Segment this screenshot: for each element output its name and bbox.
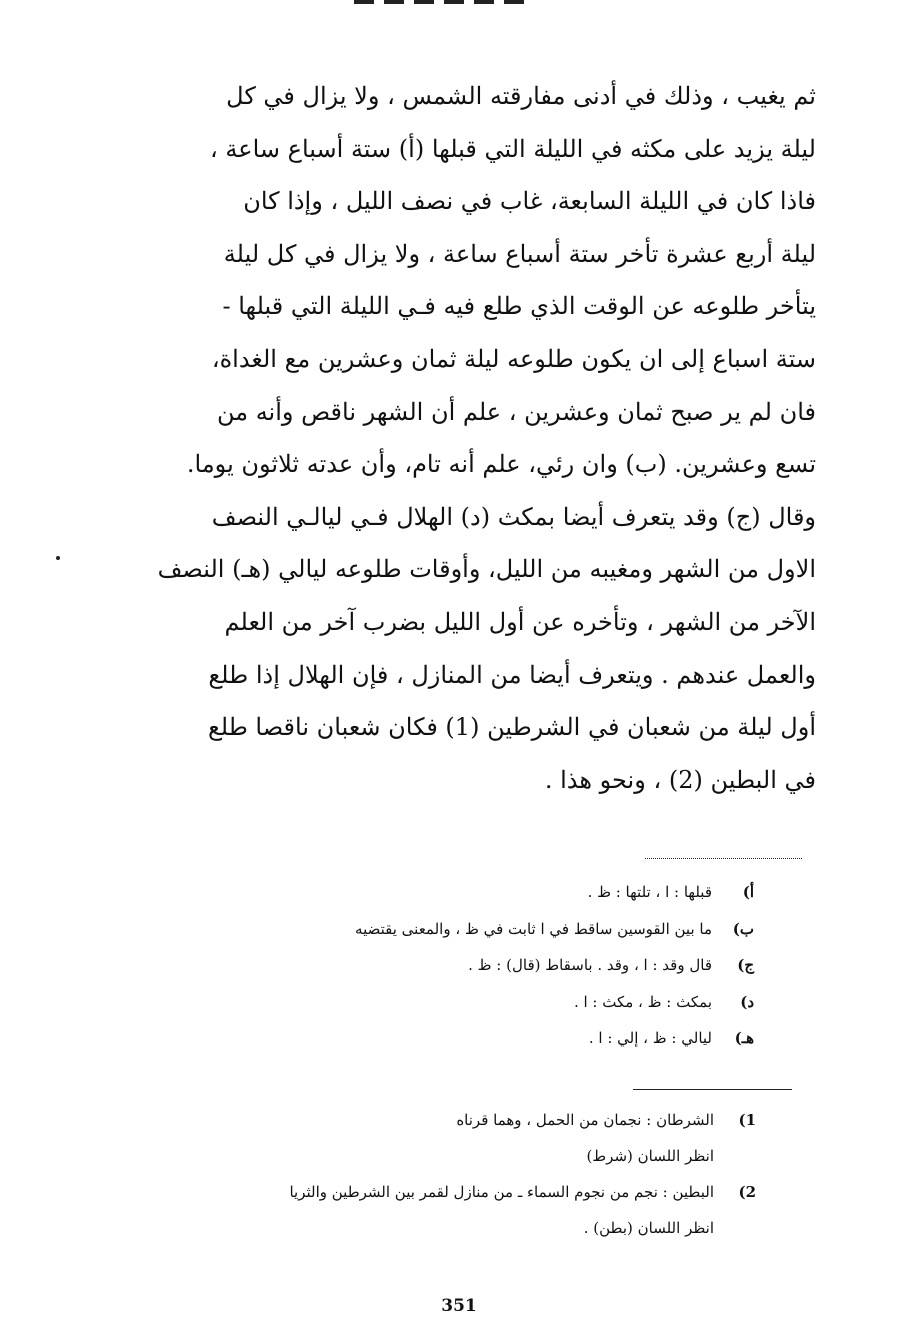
note-marker: هـ) bbox=[734, 1029, 754, 1047]
explanatory-note-continuation bbox=[289, 1210, 756, 1246]
note-text: انظر اللسان (شرط) bbox=[586, 1147, 714, 1165]
text-line: الاول من الشهر ومغيبه من الليل، وأوقات طلوعه ليالي (هـ) النصف bbox=[157, 555, 816, 584]
main-text-block bbox=[157, 70, 816, 806]
note-marker: أ) bbox=[742, 883, 754, 901]
variant-notes bbox=[355, 874, 754, 1057]
text-line: فاذا كان في الليلة السابعة، غاب في نصف الليل ، وإذا كان bbox=[243, 187, 816, 216]
margin-dot bbox=[56, 556, 60, 560]
text-line: والعمل عندهم . ويتعرف أيضا من المنازل ، فإن الهلال إذا طلع bbox=[208, 660, 816, 689]
text-line: الآخر من الشهر ، وتأخره عن أول الليل بضرب آخر من العلم bbox=[224, 607, 816, 636]
note-text: الشرطان : نجمان من الحمل ، وهما قرناه bbox=[456, 1111, 714, 1129]
variant-note bbox=[355, 1020, 754, 1057]
text-line: ليلة يزيد على مكثه في الليلة التي قبلها (أ) ستة أسباع ساعة ، bbox=[210, 134, 816, 163]
explanatory-note-continuation bbox=[289, 1138, 756, 1174]
top-edge-marks bbox=[354, 0, 534, 4]
explanatory-notes bbox=[289, 1102, 756, 1246]
note-text: قبلها : ا ، تلتها : ظ . bbox=[587, 883, 712, 901]
text-line: وقال (ج) وقد يتعرف أيضا بمكث (د) الهلال فـي ليالـي النصف bbox=[211, 502, 816, 531]
text-line: في البطين (2) ، ونحو هذا . bbox=[544, 765, 816, 794]
footnote-separator-variants bbox=[645, 858, 802, 859]
variant-note bbox=[355, 874, 754, 911]
variant-note bbox=[355, 947, 754, 984]
text-line: أول ليلة من شعبان في الشرطين (1) فكان شعبان ناقصا طلع bbox=[207, 713, 816, 742]
text-line: ستة اسباع إلى ان يكون طلوعه ليلة ثمان وعشرين مع الغداة، bbox=[211, 344, 816, 373]
note-text: قال وقد : ا ، وقد . باسقاط (قال) : ظ . bbox=[468, 956, 712, 974]
footnote-separator-explanatory bbox=[633, 1089, 792, 1090]
text-line: تسع وعشرين. (ب) وان رئي، علم أنه تام، وأن عدته ثلاثون يوما. bbox=[186, 450, 816, 479]
note-text: انظر اللسان (بطن) . bbox=[583, 1219, 714, 1237]
text-line: فان لم ير صبح ثمان وعشرين ، علم أن الشهر ناقص وأنه من bbox=[216, 397, 816, 426]
text-line: ليلة أربع عشرة تأخر ستة أسباع ساعة ، ولا يزال في كل ليلة bbox=[223, 239, 816, 268]
page-number: 351 bbox=[441, 1296, 477, 1316]
note-marker: ب) bbox=[732, 919, 754, 938]
explanatory-note bbox=[289, 1174, 756, 1210]
note-marker: 2) bbox=[738, 1183, 756, 1201]
explanatory-note bbox=[289, 1102, 756, 1138]
variant-note bbox=[355, 911, 754, 948]
note-text: ما بين القوسين ساقط في ا ثابت في ظ ، والمعنى يقتضيه bbox=[355, 919, 712, 938]
note-marker: د) bbox=[740, 992, 754, 1011]
text-line: ثم يغيب ، وذلك في أدنى مفارقته الشمس ، ولا يزال في كل bbox=[226, 82, 816, 110]
note-text: ليالي : ظ ، إلي : ا . bbox=[588, 1029, 712, 1047]
note-marker: ج) bbox=[737, 956, 754, 974]
variant-note bbox=[355, 984, 754, 1021]
text-line: يتأخر طلوعه عن الوقت الذي طلع فيه فـي الليلة التي قبلها - bbox=[222, 292, 816, 321]
note-marker: 1) bbox=[738, 1111, 756, 1129]
note-text: بمكث : ظ ، مكث : ا . bbox=[573, 992, 712, 1011]
note-text: البطين : نجم من نجوم السماء ـ من منازل لقمر بين الشرطين والثريا bbox=[289, 1183, 714, 1201]
